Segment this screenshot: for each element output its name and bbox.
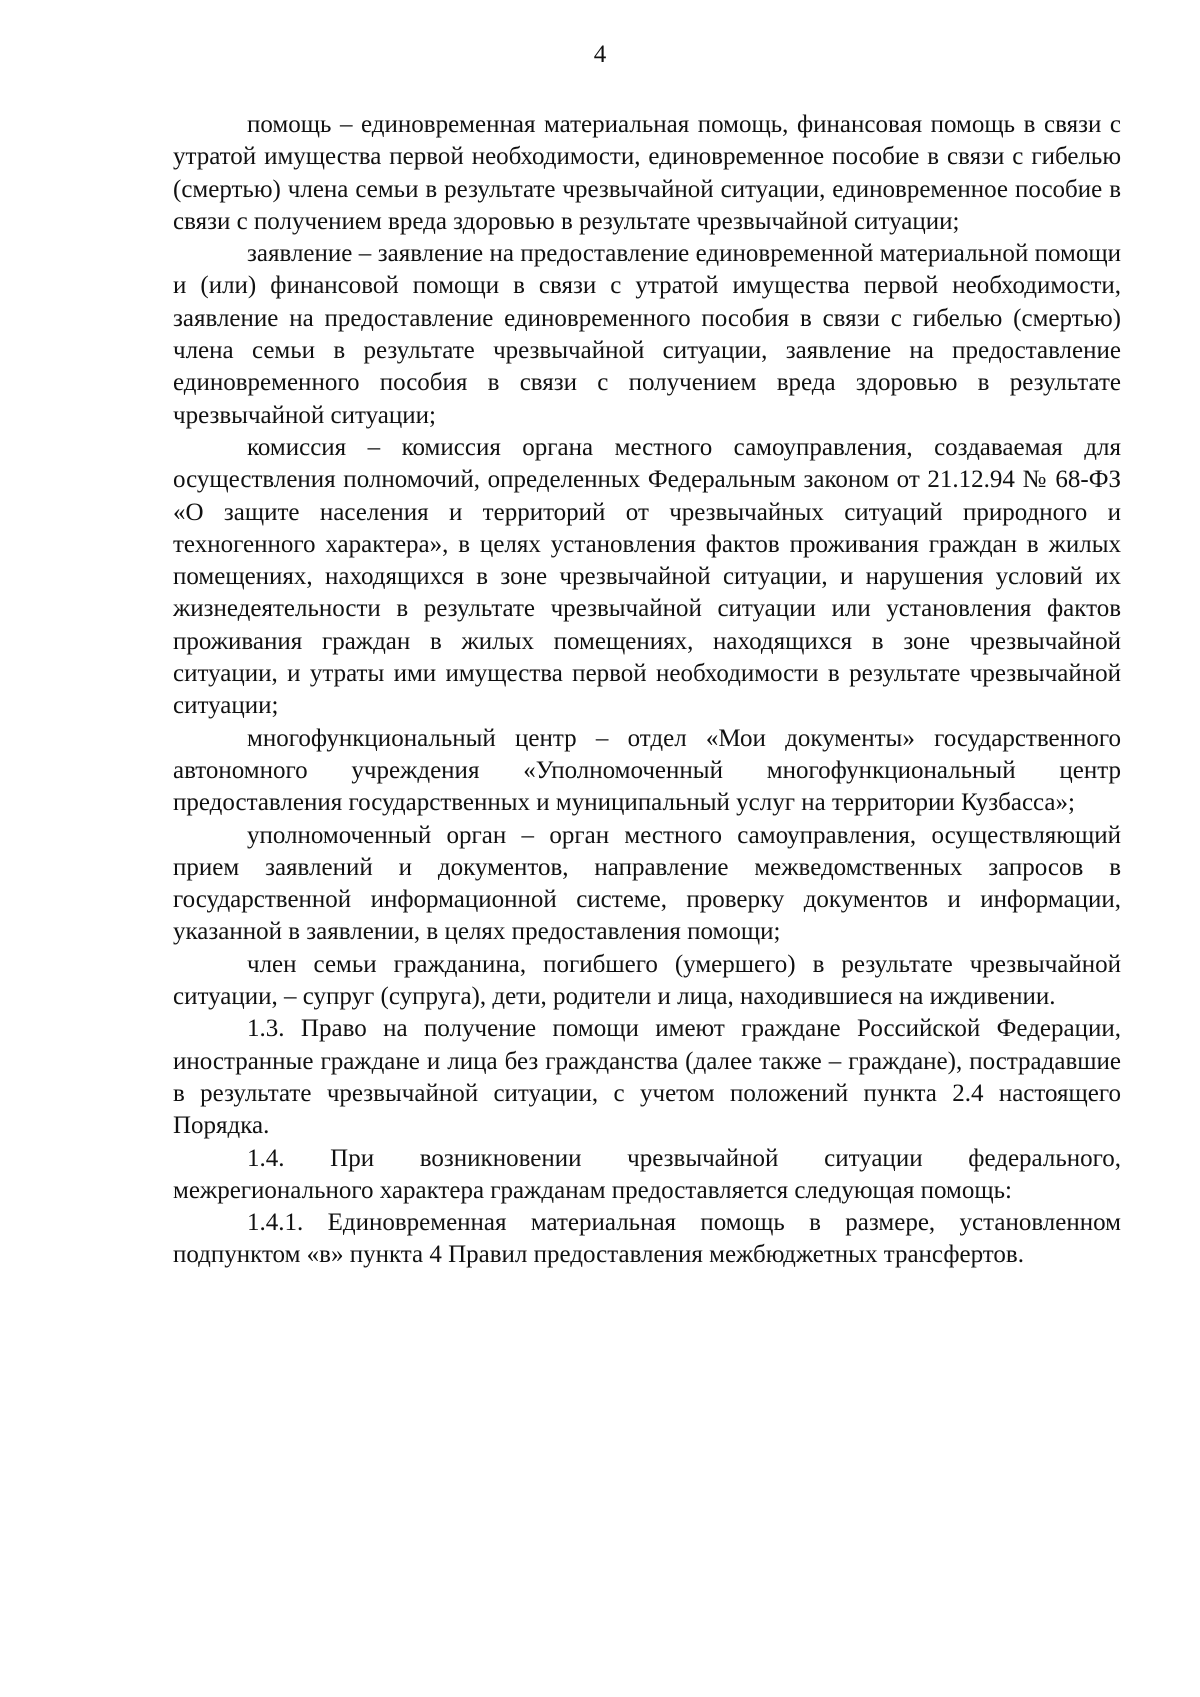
paragraph-definition-authorized-body: уполномоченный орган – орган местного самоуправления, осуществляющий прием заявлений и документов, направление межведомственных запросов в государственной информационной системе, проверку документов и информации, указанной в заявлении, в целях предоставления помощи; (173, 821, 1121, 946)
paragraph-1-4: 1.4. При возникновении чрезвычайной ситуации федерального, межрегионального характера гражданам предоставляется следующая помощь: (173, 1144, 1121, 1204)
paragraph-1-3: 1.3. Право на получение помощи имеют граждане Российской Федерации, иностранные граждане и лица без гражданства (далее также – граждане), пострадавшие в результате чрезвычайной ситуации, с учетом положений пункта 2.4 настоящего Порядка. (173, 1015, 1121, 1140)
paragraph-definition-application: заявление – заявление на предоставление единовременной материальной помощи и (или) финансовой помощи в связи с утратой имущества первой необходимости, заявление на предоставление единовременного пособия в связи с гибелью (смертью) члена семьи в результате чрезвычайной ситуации, заявление на предоставление единовременного пособия в связи с получением вреда здоровью в результате чрезвычайной ситуации; (173, 240, 1121, 429)
paragraph-definition-commission: комиссия – комиссия органа местного самоуправления, создаваемая для осуществления полномочий, определенных Федеральным законом от 21.12.94 № 68-ФЗ «О защите населения и территорий от чрезвычайных ситуаций природного и техногенного характера», в целях установления фактов проживания граждан в жилых помещениях, находящихся в зоне чрезвычайной ситуации, и нарушения условий их жизнедеятельности в результате чрезвычайной ситуации или установления фактов проживания граждан в жилых помещениях, находящихся в зоне чрезвычайной ситуации, и утраты ими имущества первой необходимости в результате чрезвычайной ситуации; (173, 433, 1121, 720)
document-body (173, 109, 1121, 1272)
paragraph-1-4-1: 1.4.1. Единовременная материальная помощь в размере, установленном подпунктом «в» пункта 4 Правил предоставления межбюджетных трансфертов. (173, 1209, 1121, 1269)
page-number: 4 (593, 41, 607, 68)
paragraph-definition-family-member: член семьи гражданина, погибшего (умершего) в результате чрезвычайной ситуации, – супруг (супруга), дети, родители и лица, находившиеся на иждивении. (173, 950, 1121, 1011)
paragraph-definition-mfc: многофункциональный центр – отдел «Мои документы» государственного автономного учреждения «Уполномоченный многофункциональный центр предоставления государственных и муниципальный услуг на территории Кузбасса»; (173, 724, 1121, 817)
paragraph-definition-help: помощь – единовременная материальная помощь, финансовая помощь в связи с утратой имущества первой необходимости, единовременное пособие в связи с гибелью (смертью) члена семьи в результате чрезвычайной ситуации, единовременное пособие в связи с получением вреда здоровью в результате чрезвычайной ситуации; (173, 111, 1121, 235)
